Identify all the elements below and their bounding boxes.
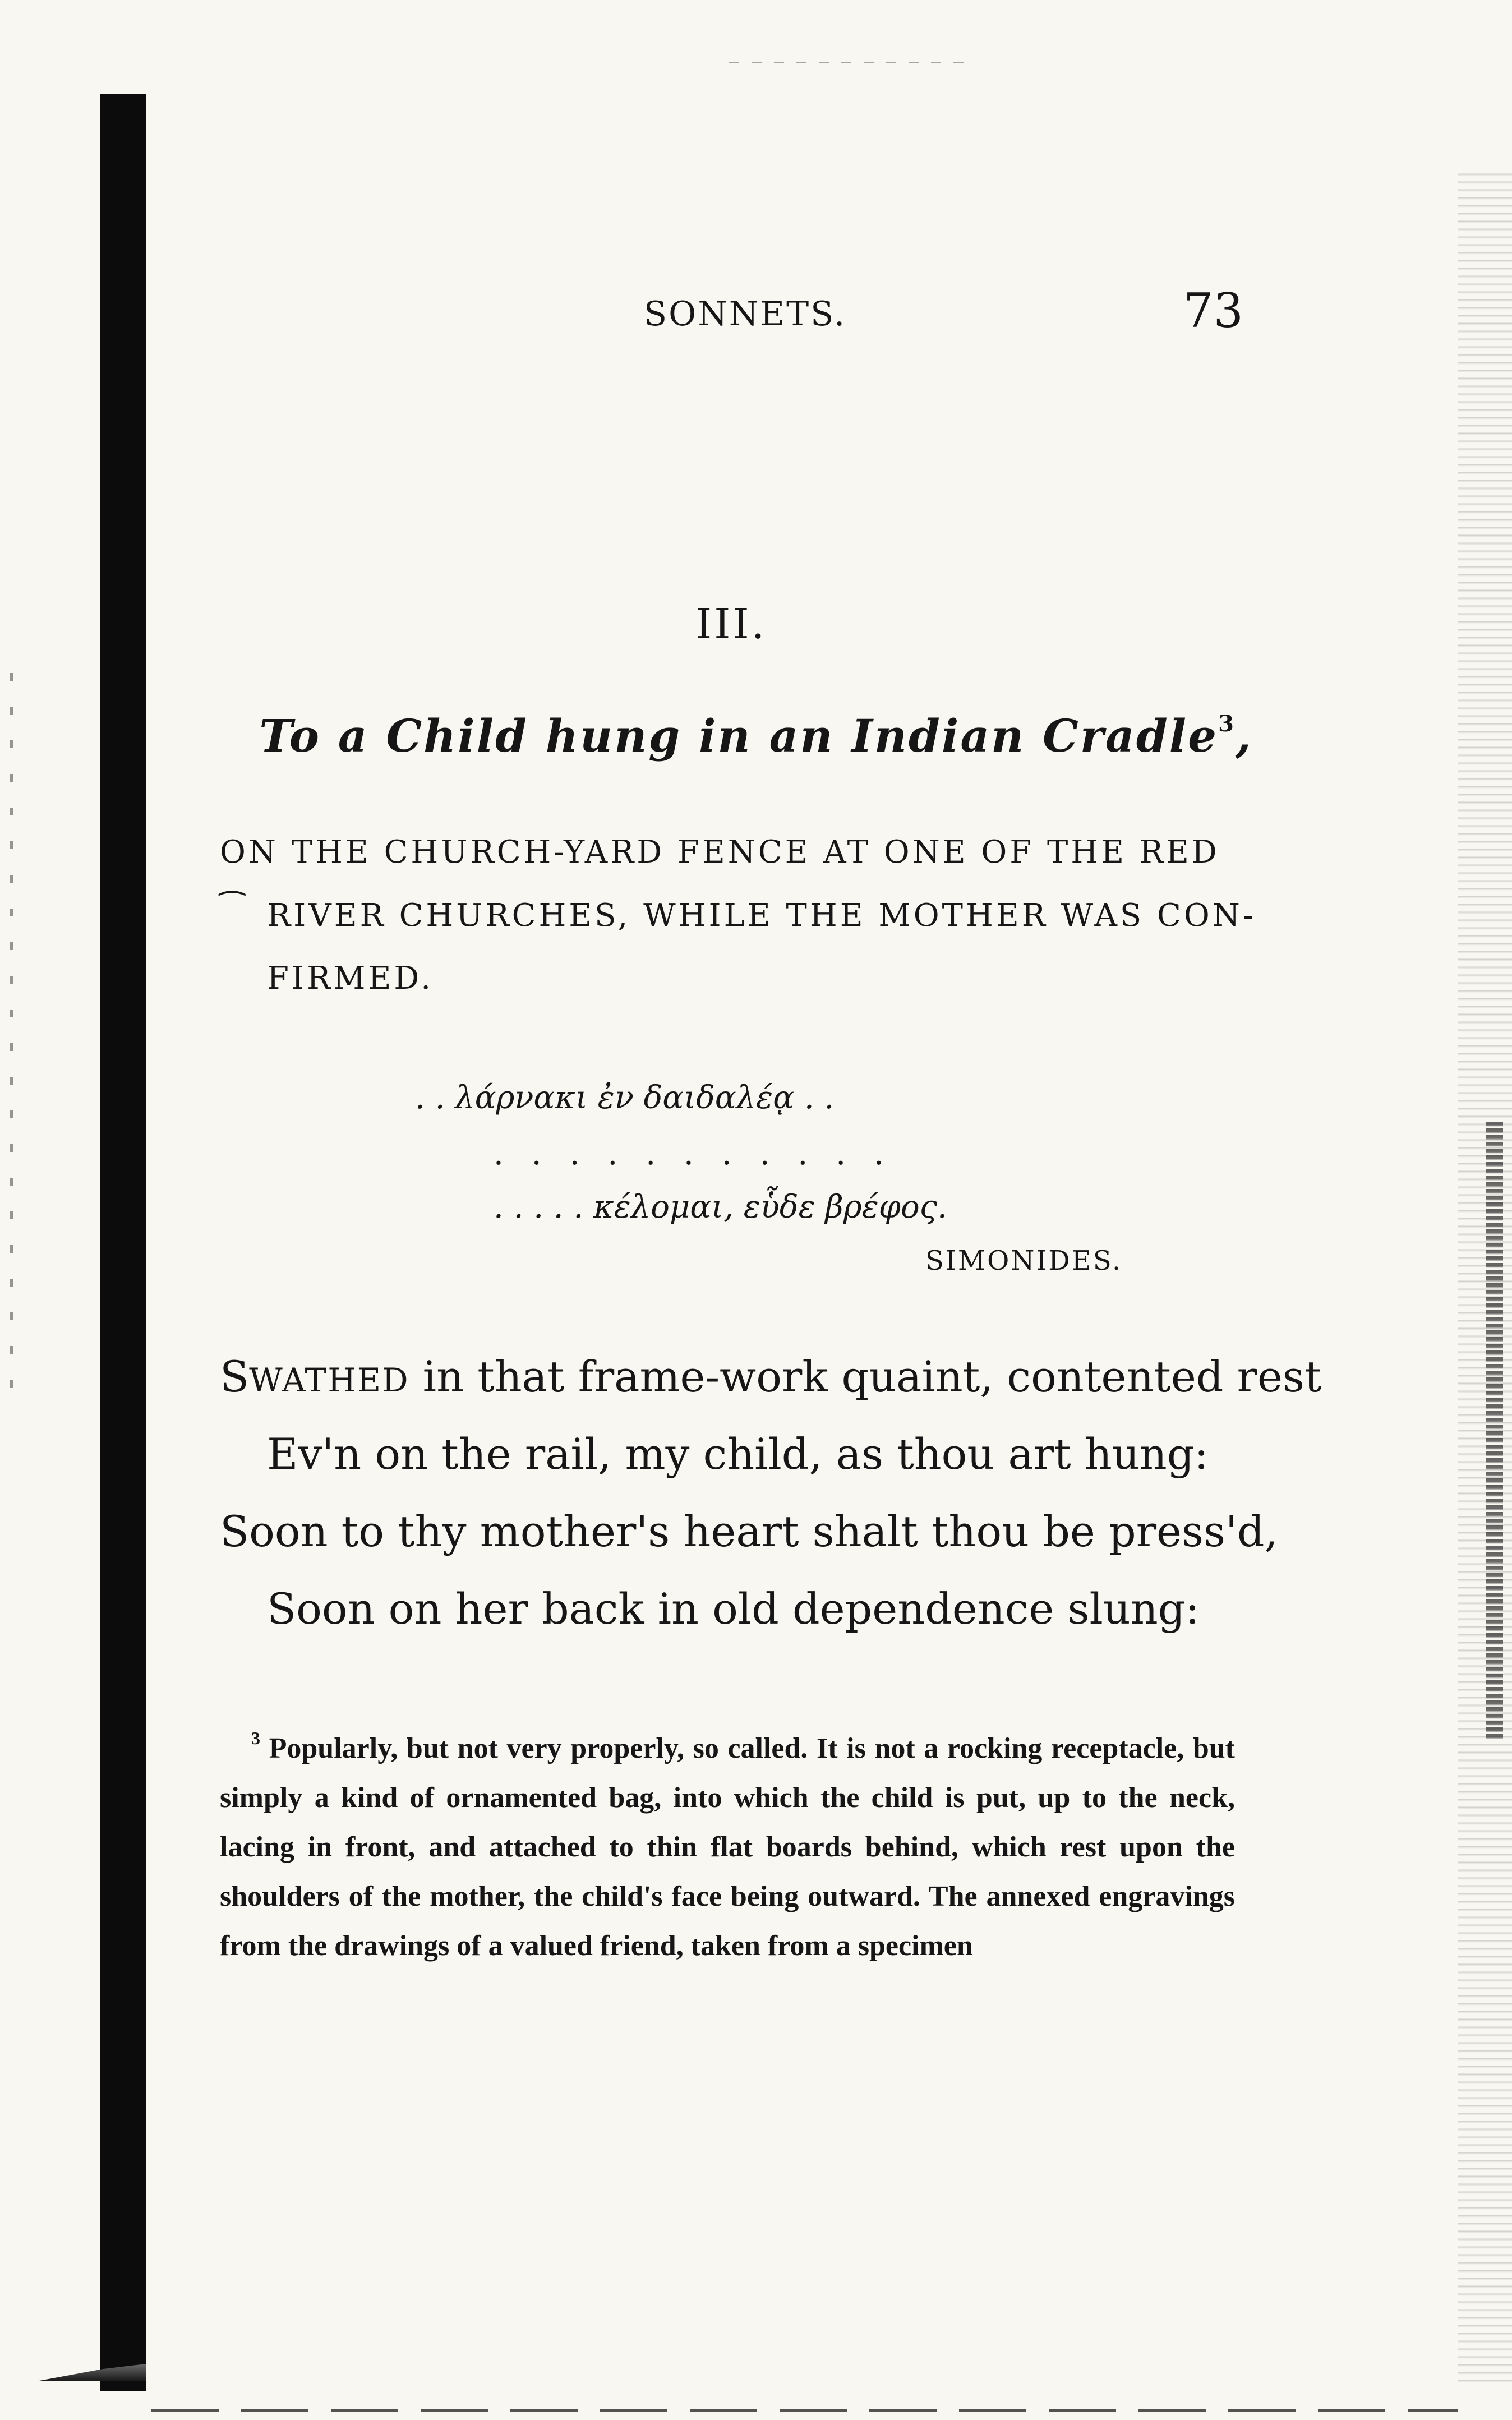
left-margin-marks [10,673,13,1402]
epigraph-line-1: . . λάρνακι ἐν δαιδαλέᾳ . . [415,1080,835,1116]
poem-line-4: Soon on her back in old dependence slung: [267,1584,1200,1634]
bottom-edge-rule [151,2409,1458,2412]
subtitle-line-2: RIVER CHURCHES, WHILE THE MOTHER WAS CON- [267,897,1256,934]
poem-first-word-rest: WATHED [249,1361,409,1399]
footnote-text: Popularly, but not very properly, so called. It is not a rocking receptacle, but simply a kind of ornamented bag, into which the child is put, up to the neck, lacing in front, and attached to thin flat boards behind, which rest upon the shoulders of the mother, the child's face being outward. The annexed engravings from the drawings of a valued friend, taken from a specimen [220,1732,1235,1962]
top-margin-marks [729,62,965,63]
poem-line-1 [220,1352,1321,1402]
subtitle-line-1: ON THE CHURCH-YARD FENCE AT ONE OF THE RED [220,834,1220,870]
sonnet-title-text: To a Child hung in an Indian Cradle [259,709,1219,762]
book-spine-foot [39,2364,146,2381]
book-spine-shadow [100,94,146,2391]
subtitle-line-3: FIRMED. [267,960,434,997]
margin-pencil-mark: ⁀ [220,891,245,926]
footnote [220,1713,1235,1971]
running-title: SONNETS. [644,294,847,334]
epigraph-attribution: SIMONIDES. [925,1245,1123,1276]
poem-line-1-rest: in that frame-work quaint, contented rest [409,1352,1322,1402]
epigraph-line-3: . . . . . κέλομαι, εὗδε βρέφος. [494,1189,947,1225]
title-footnote-marker: 3 [1218,711,1236,737]
poem-line-3: Soon to thy mother's heart shalt thou be press'd, [220,1506,1278,1556]
sonnet-title [0,709,1512,762]
footnote-marker: 3 [251,1728,260,1748]
poem-line-2: Ev'n on the rail, my child, as thou art hung: [267,1429,1209,1479]
sonnet-title-trailing: , [1235,709,1253,762]
page-edge-dark-texture [1486,1122,1503,1739]
page-edge-texture [1458,168,1512,2384]
page-number: 73 [1183,283,1243,338]
sonnet-number: III. [695,600,767,648]
poem-initial: S [220,1352,250,1402]
epigraph-ellipsis-line: ........... [494,1136,912,1172]
